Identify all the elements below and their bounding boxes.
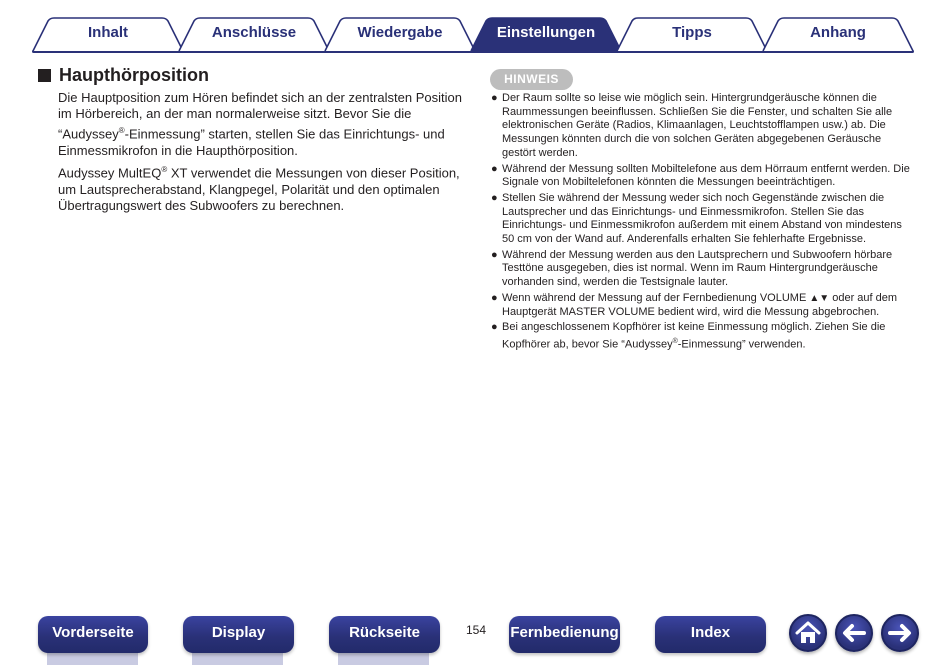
remote-control-button[interactable]: Fernbedienung (509, 616, 620, 653)
note-list (490, 92, 915, 354)
note-badge: HINWEIS (490, 69, 573, 90)
heading-square-icon (38, 69, 51, 82)
tab-label: Tipps (672, 24, 712, 41)
tab-label: Wiedergabe (357, 24, 443, 41)
bullet-icon: ● (491, 191, 498, 204)
section-body (58, 90, 468, 218)
bullet-icon: ● (491, 321, 498, 334)
note-text-a: Bei angeschlossenem Kopfhörer ist keine Einmessung möglich. Ziehen Sie die Kopfhörer ab, bevor Sie “Audyssey (502, 321, 886, 351)
note-text-b: oder auf dem Hauptgerät MASTER VOLUME bedient wird, wird die Messung abgebrochen. (502, 291, 898, 318)
home-button[interactable] (789, 614, 827, 652)
rear-panel-button[interactable]: Rückseite (329, 616, 440, 653)
p1-text-b: -Einmessung” starten, stellen Sie das Einrichtungs- und Einmessmikrofon in die Haupthörposition. (58, 126, 445, 158)
note-text: Der Raum sollte so leise wie möglich sein. Hintergrundgeräusche können die Raummessungen beeinflussen. Schließen Sie die Fenster, und schalten Sie alle elektronischen Geräte (Radios, Klimaanlagen, Leuchtstofflampen usw.) ab. Die Messungen könnten durch die von solchen Geräten abgegebenen Geräusche gestört werden. (502, 92, 893, 159)
tab-wiedergabe[interactable] (324, 17, 476, 51)
note-text: Während der Messung sollten Mobiltelefone aus dem Hörraum entfernt werden. Die Signale von Mobiltelefonen könnten die Messungen beeinträchtigen. (502, 162, 910, 189)
volume-up-down-icon: ▲▼ (809, 292, 830, 304)
note-item (490, 292, 915, 319)
bullet-icon: ● (491, 248, 498, 261)
front-panel-button[interactable]: Vorderseite (38, 616, 148, 653)
bullet-icon: ● (491, 162, 498, 175)
registered-mark: ® (161, 164, 168, 174)
tab-anschl-sse[interactable] (178, 17, 330, 51)
tab-einstellungen[interactable] (470, 17, 622, 51)
note-text-a: Wenn während der Messung auf der Fernbedienung VOLUME (502, 291, 810, 304)
note-item (490, 92, 915, 161)
p2-text-b: XT verwendet die Messungen von dieser Position, um Lautsprecherabstand, Klangpegel, Polarität und den optimalen Übertragungswert des Subwoofers zu berechnen. (58, 165, 460, 214)
arrow-right-icon (883, 616, 917, 650)
home-icon (791, 616, 825, 650)
bullet-icon: ● (491, 92, 498, 104)
body-paragraph-1 (58, 90, 468, 159)
tab-label: Anschlüsse (211, 24, 297, 41)
display-button[interactable]: Display (183, 616, 294, 653)
next-page-button[interactable] (881, 614, 919, 652)
index-button[interactable]: Index (655, 616, 766, 653)
tab-label: Einstellungen (496, 24, 596, 41)
note-text-b: -Einmessung” verwenden. (677, 338, 806, 351)
p1-text-a: Die Hauptposition zum Hören befindet sich an der zentralsten Position im Hörbereich, an der man normalerweise sitzt. Bevor Sie die “Audyssey (58, 90, 462, 142)
tab-anhang[interactable] (762, 17, 914, 51)
note-item (490, 321, 915, 352)
note-item (490, 249, 915, 290)
body-paragraph-2 (58, 162, 468, 215)
tab-label: Inhalt (88, 24, 128, 41)
p2-text-a: Audyssey MultEQ (58, 165, 162, 181)
top-tab-bar (32, 17, 914, 53)
page-title: Haupthörposition (59, 65, 209, 85)
arrow-left-icon (837, 616, 871, 650)
registered-mark: ® (118, 125, 125, 135)
bullet-icon: ● (491, 291, 498, 304)
section-heading (38, 65, 209, 86)
previous-page-button[interactable] (835, 614, 873, 652)
tab-label: Anhang (810, 24, 866, 41)
registered-mark: ® (672, 337, 678, 345)
note-text: Stellen Sie während der Messung weder sich noch Gegenstände zwischen die Lautsprecher und das Einrichtungs- und Einmessmikrofon. Stellen Sie das Einrichtungs- und Einmessmikrofon außerdem mit einem Abstand von mindestens 50 cm von der Wand auf. Anderenfalls erhalten Sie fehlerhafte Ergebnisse. (502, 191, 902, 246)
note-item (490, 163, 915, 190)
note-text: Während der Messung werden aus den Lautsprechern und Subwoofern hörbare Testtöne ausgegeben, dies ist normal. Wenn im Raum Hintergrundgeräusche vorhanden sind, werden die Testsignale lauter. (502, 248, 893, 289)
tab-inhalt[interactable] (32, 17, 184, 51)
page-number: 154 (465, 623, 487, 637)
tab-tipps[interactable] (616, 17, 768, 51)
note-item (490, 192, 915, 247)
